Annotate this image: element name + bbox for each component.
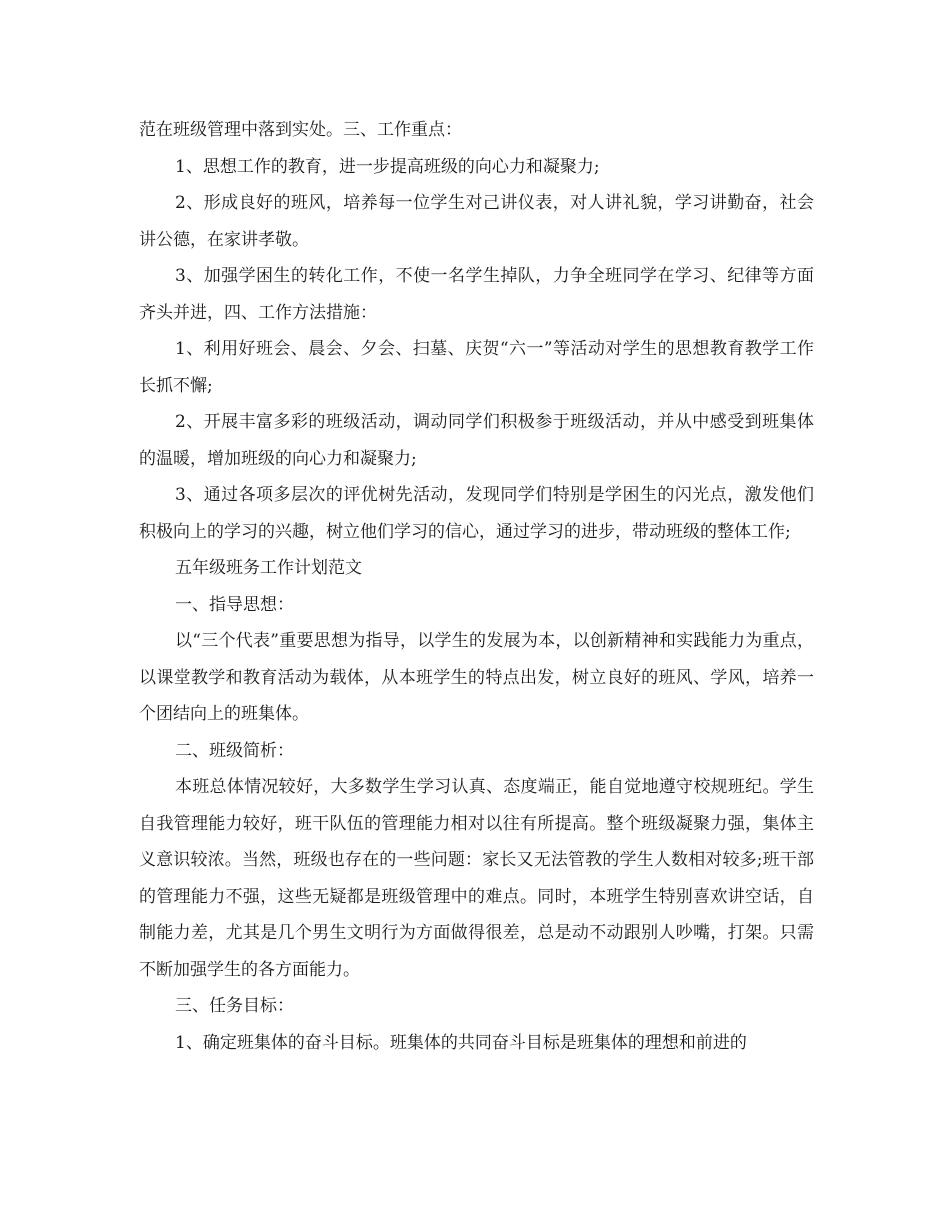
paragraph-2: 1、思想工作的教育，进一步提高班级的向心力和凝聚力;	[175, 156, 600, 177]
paragraph-5: 1、利用好班会、晨会、夕会、扫墓、庆贺“六一”等活动对学生的思想教育教学工作长抓不懈;	[139, 339, 814, 396]
paragraph-7: 3、通过各项多层次的评优树先活动，发现同学们特别是学困生的闪光点，激发他们积极向上的学习的兴趣，树立他们学习的信心，通过学习的进步，带动班级的整体工作;	[139, 485, 814, 542]
heading-guiding-ideology: 一、指导思想：	[175, 594, 294, 615]
section-title: 五年级班务工作计划范文	[175, 558, 362, 578]
paragraph-1: 范在班级管理中落到实处。三、工作重点：	[139, 120, 462, 140]
heading-task-goals: 三、任务目标：	[175, 996, 294, 1016]
paragraph-4: 3、加强学困生的转化工作，不使一名学生掉队，力争全班同学在学习、纪律等方面齐头并进，四、工作方法措施：	[139, 266, 814, 323]
paragraph-3: 2、形成良好的班风，培养每一位学生对己讲仪表，对人讲礼貌，学习讲勤奋，社会讲公德，在家讲孝敬。	[139, 193, 814, 250]
heading-class-analysis: 二、班级简析：	[175, 740, 294, 761]
paragraph-14: 1、确定班集体的奋斗目标。班集体的共同奋斗目标是班集体的理想和前进的	[175, 1032, 747, 1053]
document-body	[139, 112, 814, 1061]
paragraph-6: 2、开展丰富多彩的班级活动，调动同学们积极参于班级活动，并从中感受到班集体的温暖，增加班级的向心力和凝聚力;	[139, 412, 814, 469]
paragraph-12: 本班总体情况较好，大多数学生学习认真、态度端正，能自觉地遵守校规班纪。学生自我管理能力较好，班干队伍的管理能力相对以往有所提高。整个班级凝聚力强，集体主义意识较浓。当然，班级也存在的一些问题：家长又无法管教的学生人数相对较多;班干部的管理能力不强，这些无疑都是班级管理中的难点。同时，本班学生特别喜欢讲空话，自制能力差，尤其是几个男生文明行为方面做得很差，总是动不动跟别人吵嘴，打架。只需不断加强学生的各方面能力。	[139, 777, 814, 980]
paragraph-10: 以“三个代表”重要思想为指导，以学生的发展为本，以创新精神和实践能力为重点，以课堂教学和教育活动为载体，从本班学生的特点出发，树立良好的班风、学风，培养一个团结向上的班集体。	[139, 631, 814, 724]
